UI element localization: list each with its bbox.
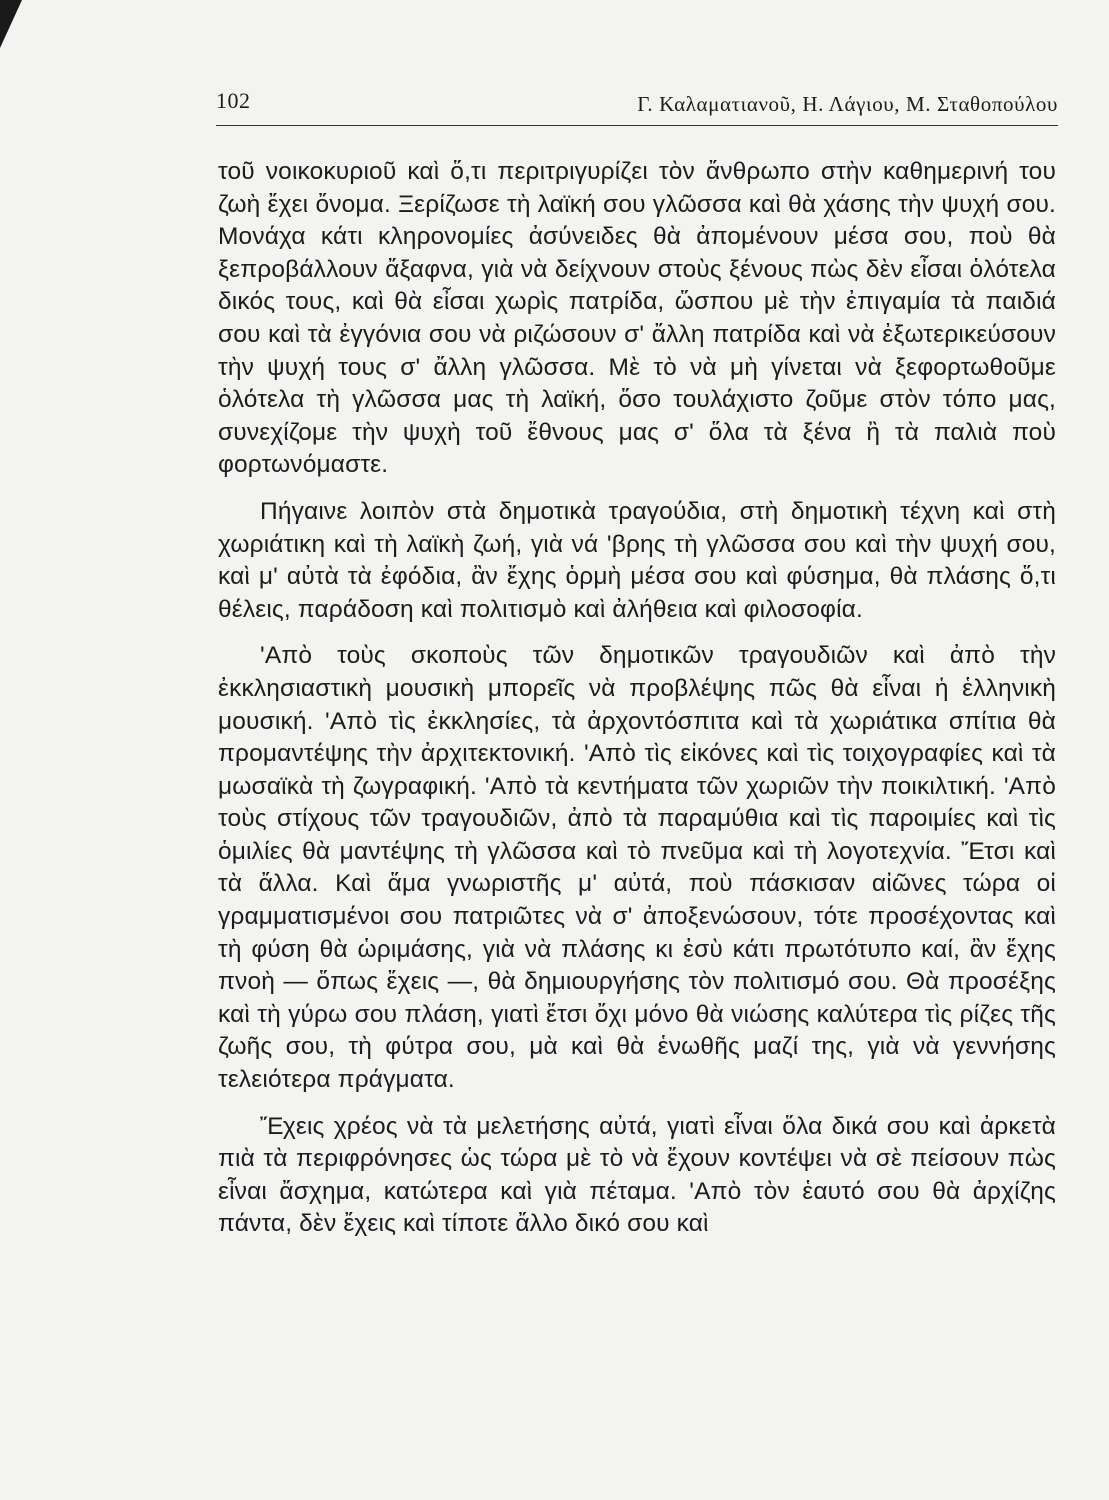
paragraph: Πήγαινε λοιπὸν στὰ δημοτικὰ τραγούδια, στὴ δημοτικὴ τέχνη καὶ στὴ χωριάτικη καὶ τὴ λαϊκὴ ζωή, γιὰ νά 'βρης τὴ γλῶσσα σου καὶ τὴν ψυχή σου, καὶ μ' αὐτὰ τὰ ἐφόδια, ἂν ἔχης ὁρμὴ μέσα σου καὶ φύσημα, θὰ πλάσης ὅ,τι θέλεις, παράδοση καὶ πολιτισμὸ καὶ ἀλήθεια καὶ φιλοσοφία. <box>218 497 1056 623</box>
scan-corner-shadow <box>0 0 22 48</box>
paragraph-continued: τοῦ νοικοκυριοῦ καὶ ὅ,τι περιτριγυρίζει τὸν ἄνθρωπο στὴν καθημερινή του ζωὴ ἔχει ὄνομα. Ξερίζωσε τὴ λαϊκή σου γλῶσσα καὶ θὰ χάσης τὴν ψυχή σου. Μονάχα κάτι κληρονομίες ἀσύνειδες θὰ ἀπομένουν μέσα σου, ποὺ θὰ ξεπροβάλλουν ἄξαφνα, γιὰ νὰ δείχνουν στοὺς ξένους πὼς δὲν εἶσαι ὁλότελα δικός τους, καὶ θὰ εἶσαι χωρὶς πατρίδα, ὥσπου μὲ τὴν ἐπιγαμία τὰ παιδιά σου καὶ τὰ ἐγγόνια σου νὰ ριζώσουν σ' ἄλλη πατρίδα καὶ νὰ ἐξωτερικεύσουν τὴν ψυχή τους σ' ἄλλη γλῶσσα. Μὲ τὸ νὰ μὴ γίνεται νὰ ξεφορτωθοῦμε ὁλότελα τὴ γλῶσσα μας τὴ λαϊκή, ὅσο τουλάχιστο ζοῦμε στὸν τόπο μας, συνεχίζομε τὴν ψυχὴ τοῦ ἔθνους μας σ' ὅλα τὰ ξένα ἢ τὰ παλιὰ ποὺ φορτωνόμαστε. <box>218 158 1056 479</box>
paragraph: 'Απὸ τοὺς σκοποὺς τῶν δημοτικῶν τραγουδιῶν καὶ ἀπὸ τὴν ἐκκλησιαστικὴ μουσικὴ μπορεῖς νὰ προβλέψης πῶς θὰ εἶναι ἡ ἑλληνικὴ μουσική. 'Απὸ τὶς ἐκκλησίες, τὰ ἀρχοντόσπιτα καὶ τὰ χωριάτικα σπίτια θὰ προμαντέψης τὴν ἀρχιτεκτονική. 'Απὸ τὶς εἰκόνες καὶ τὶς τοιχογραφίες καὶ τὰ μωσαϊκὰ τὴ ζωγραφική. 'Απὸ τὰ κεντήματα τῶν χωριῶν τὴν ποικιλτική. 'Απὸ τοὺς στίχους τῶν τραγουδιῶν, ἀπὸ τὰ παραμύθια καὶ τὶς παροιμίες καὶ τὶς ὁμιλίες θὰ μαντέψης τὴ γλῶσσα καὶ τὸ πνεῦμα καὶ τὴ λογοτεχνία. Ἔτσι καὶ τὰ ἄλλα. Καὶ ἅμα γνωριστῆς μ' αὐτά, ποὺ πάσκισαν αἰῶνες τώρα οἱ γραμματισμένοι σου πατριῶτες νὰ σ' ἀποξενώσουν, τότε προσέχοντας καὶ τὴ φύση θὰ ὡριμάσης, γιὰ νὰ πλάσης κι ἐσὺ κάτι πρωτότυπο καί, ἂν ἔχης πνοὴ — ὅπως ἔχεις —, θὰ δημιουργήσης τὸν πολιτισμό σου. Θὰ προσέξης καὶ τὴ γύρω σου πλάση, γιατὶ ἔτσι ὄχι μόνο θὰ νιώσης καλύτερα τὶς ρίζες τῆς ζωῆς σου, τὴ φύτρα σου, μὰ καὶ θὰ ἑνωθῆς μαζί της, γιὰ νὰ γεννήσης τελειότερα πράγματα. <box>218 642 1056 1094</box>
header-rule <box>216 125 1058 126</box>
page-number: 102 <box>216 88 251 113</box>
body-text <box>218 156 1056 1241</box>
page-header <box>216 88 1058 122</box>
running-head: Γ. Καλαματιανοῦ, Η. Λάγιου, Μ. Σταθοπούλου <box>637 92 1058 116</box>
paragraph: Ἔχεις χρέος νὰ τὰ μελετήσης αὐτά, γιατὶ εἶναι ὅλα δικά σου καὶ ἀρκετὰ πιὰ τὰ περιφρόνησες ὡς τώρα μὲ τὸ νὰ ἔχουν κοντέψει νὰ σὲ πείσουν πὼς εἶναι ἄσχημα, κατώτερα καὶ γιὰ πέταμα. 'Απὸ τὸν ἑαυτό σου θὰ ἀρχίζης πάντα, δὲν ἔχεις καὶ τίποτε ἄλλο δικό σου καὶ <box>218 1112 1056 1238</box>
